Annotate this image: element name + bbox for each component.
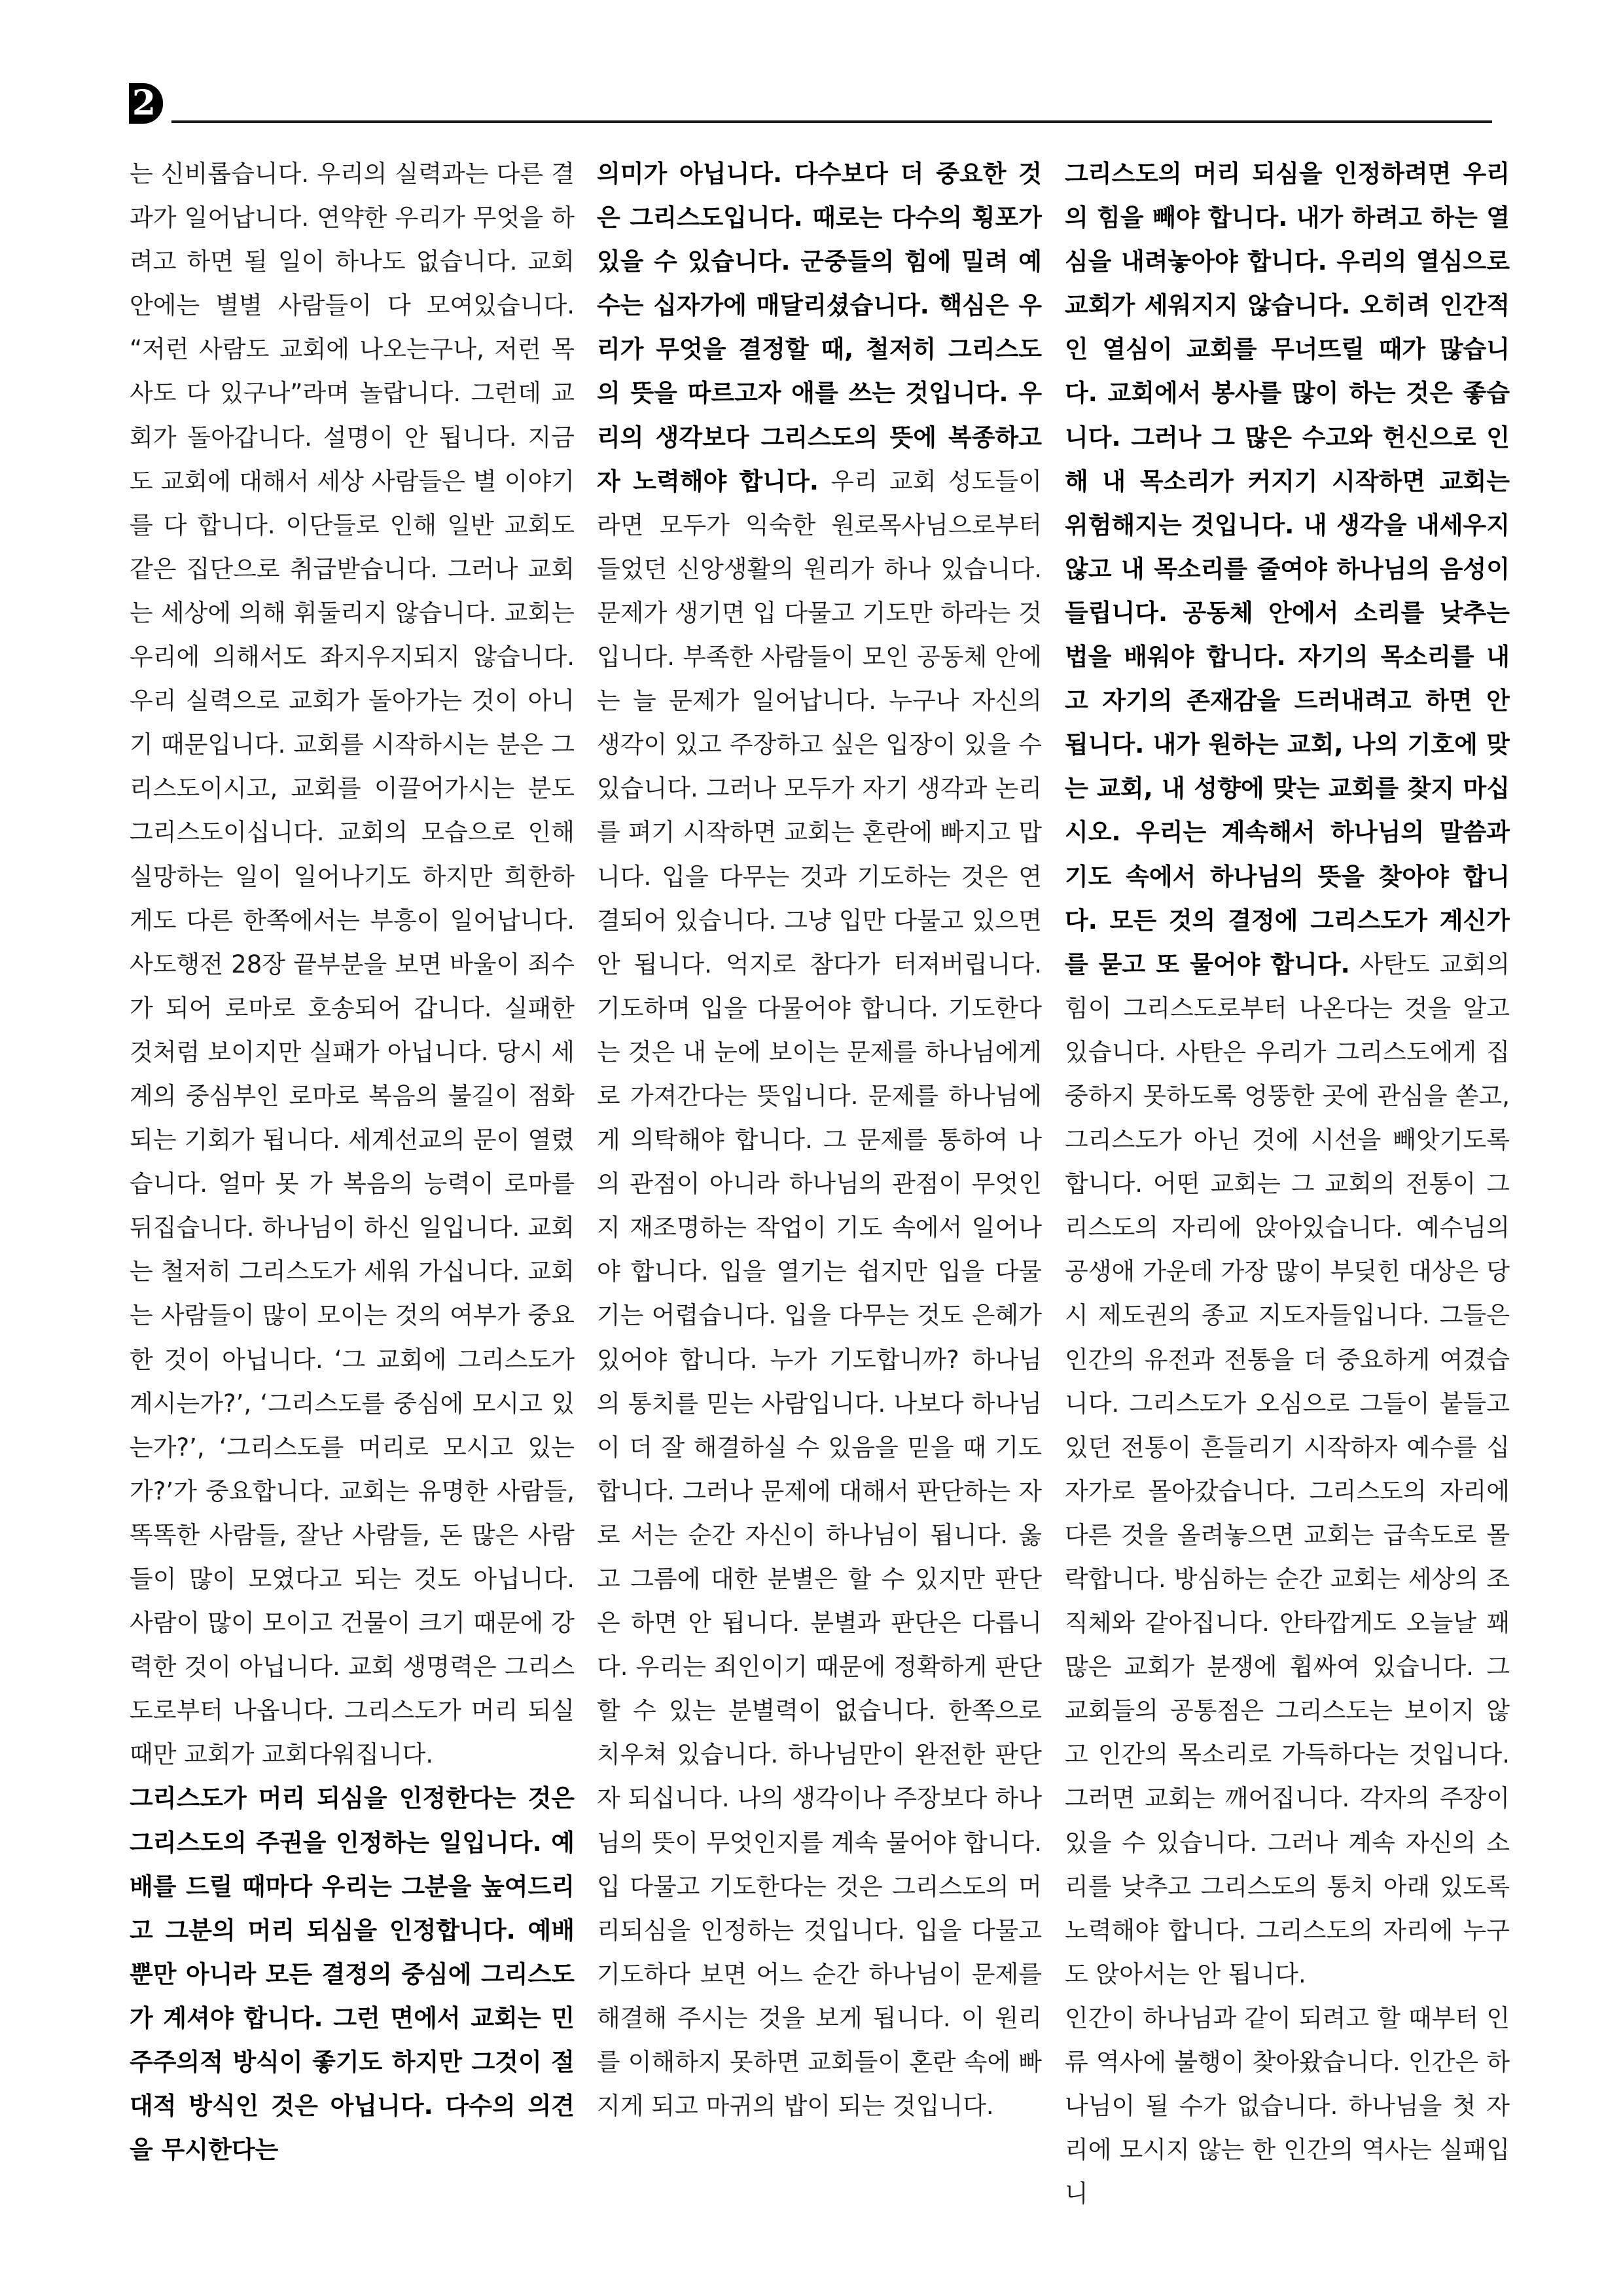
body-text: 우리 교회 성도들이라면 모두가 익숙한 원로목사님으로부터 들었던 신앙생활의 원리가 하나 있습니다. 문제가 생기면 입 다물고 기도만 하라는 것입니다. 부족한 사람들이 모인 공동체 안에는 늘 문제가 일어납니다. 누구나 자신의 생각이 있고 주장하고 싶은 입장이 있을 수 있습니다. 그러나 모두가 자기 생각과 논리를 펴기 시작하면 교회는 혼란에 빠지고 맙니다. 입을 다무는 것과 기도하는 것은 연결되어 있습니다. 그냥 입만 다물고 있으면 안 됩니다. 억지로 참다가 터져버립니다. 기도하며 입을 다물어야 합니다. 기도한다는 것은 내 눈에 보이는 문제를 하나님에게로 가져간다는 뜻입니다. 문제를 하나님에게 의탁해야 합니다. 그 문제를 통하여 나의 관점이 아니라 하나님의 관점이 무엇인지 재조명하는 작업이 기도 속에서 일어나야 합니다. 입을 열기는 쉽지만 입을 다물기는 어렵습니다. 입을 다무는 것도 은혜가 있어야 합니다. 누가 기도합니까? 하나님의 통치를 믿는 사람입니다. 나보다 하나님이 더 잘 해결하실 수 있음을 믿을 때 기도합니다. 그러나 문제에 대해서 판단하는 자로 서는 순간 자신이 하나님이 됩니다. 옳고 그름에 대한 분별은 할 수 있지만 판단은 하면 안 됩니다. 분별과 판단은 다릅니다. 우리는 죄인이기 때문에 정확하게 판단할 수 있는 분별력이 없습니다. 한쪽으로 치우쳐 있습니다. 하나님만이 완전한 판단자 되십니다. 나의 생각이나 주장보다 하나님의 뜻이 무엇인지를 계속 물어야 합니다. 입 다물고 기도한다는 것은 그리스도의 머리되심을 인정하는 것입니다. 입을 다물고 기도하다 보면 어느 순간 하나님이 문제를 해결해 주시는 것을 보게 됩니다. 이 원리를 이해하지 못하면 교회들이 혼란 속에 빠지게 되고 마귀의 밥이 되는 것입니다. bbox=[597, 467, 1042, 2121]
text-column-3 bbox=[1065, 152, 1510, 2220]
paragraph bbox=[1065, 1996, 1510, 2215]
bold-text: 그리스도가 머리 되심을 인정한다는 것은 그리스도의 주권을 인정하는 일입니다. 예배를 드릴 때마다 우리는 그분을 높여드리고 그분의 머리 되심을 인정합니다. 예배뿐만 아니라 모든 결정의 중심에 그리스도가 계셔야 합니다. 그런 면에서 교회는 민주주의적 방식이 좋기도 하지만 그것이 절대적 방식인 것은 아닙니다. 다수의 의견을 무시한다는 bbox=[130, 1784, 575, 2164]
page-number: 2 bbox=[129, 83, 163, 124]
text-column-2 bbox=[597, 152, 1042, 2220]
paragraph bbox=[1065, 152, 1510, 1996]
bold-text: 의미가 아닙니다. 다수보다 더 중요한 것은 그리스도입니다. 때로는 다수의 횡포가 있을 수 있습니다. 군중들의 힘에 밀려 예수는 십자가에 매달리셨습니다. 핵심은 우리가 무엇을 결정할 때, 철저히 그리스도의 뜻을 따르고자 애를 쓰는 것입니다. 우리의 생각보다 그리스도의 뜻에 복종하고자 노력해야 합니다. bbox=[597, 160, 1042, 495]
body-text: 사탄도 교회의 힘이 그리스도로부터 나온다는 것을 알고 있습니다. 사탄은 우리가 그리스도에게 집중하지 못하도록 엉뚱한 곳에 관심을 쏟고, 그리스도가 아닌 것에 시선을 빼앗기도록 합니다. 어떤 교회는 그 교회의 전통이 그리스도의 자리에 앉아있습니다. 예수님의 공생애 가운데 가장 많이 부딪힌 대상은 당시 제도권의 종교 지도자들입니다. 그들은 인간의 유전과 전통을 더 중요하게 여겼습니다. 그리스도가 오심으로 그들이 붙들고 있던 전통이 흔들리기 시작하자 예수를 십자가로 몰아갔습니다. 그리스도의 자리에 다른 것을 올려놓으면 교회는 급속도로 몰락합니다. 방심하는 순간 교회는 세상의 조직체와 같아집니다. 안타깝게도 오늘날 꽤 많은 교회가 분쟁에 휩싸여 있습니다. 그 교회들의 공통점은 그리스도는 보이지 않고 인간의 목소리로 가득하다는 것입니다. 그러면 교회는 깨어집니다. 각자의 주장이 있을 수 있습니다. 그러나 계속 자신의 소리를 낮추고 그리스도의 통치 아래 있도록 노력해야 합니다. 그리스도의 자리에 누구도 앉아서는 안 됩니다. bbox=[1065, 950, 1510, 1988]
body-text: 인간이 하나님과 같이 되려고 할 때부터 인류 역사에 불행이 찾아왔습니다. 인간은 하나님이 될 수가 없습니다. 하나님을 첫 자리에 모시지 않는 한 인간의 역사는 실패입니 bbox=[1065, 2003, 1510, 2208]
header-rule bbox=[171, 120, 1492, 123]
paragraph bbox=[130, 152, 575, 1776]
body-text: 는 신비롭습니다. 우리의 실력과는 다른 결과가 일어납니다. 연약한 우리가 무엇을 하려고 하면 될 일이 하나도 없습니다. 교회 안에는 별별 사람들이 다 모여있습니다. “저런 사람도 교회에 나오는구나, 저런 목사도 다 있구나”라며 놀랍니다. 그런데 교회가 돌아갑니다. 설명이 안 됩니다. 지금도 교회에 대해서 세상 사람들은 별 이야기를 다 합니다. 이단들로 인해 일반 교회도 같은 집단으로 취급받습니다. 그러나 교회는 세상에 의해 휘둘리지 않습니다. 교회는 우리에 의해서도 좌지우지되지 않습니다. 우리 실력으로 교회가 돌아가는 것이 아니기 때문입니다. 교회를 시작하시는 분은 그리스도이시고, 교회를 이끌어가시는 분도 그리스도이십니다. 교회의 모습으로 인해 실망하는 일이 일어나기도 하지만 희한하게도 다른 한쪽에서는 부흥이 일어납니다. 사도행전 28장 끝부분을 보면 바울이 죄수가 되어 로마로 호송되어 갑니다. 실패한 것처럼 보이지만 실패가 아닙니다. 당시 세계의 중심부인 로마로 복음의 불길이 점화되는 기회가 됩니다. 세계선교의 문이 열렸습니다. 얼마 못 가 복음의 능력이 로마를 뒤집습니다. 하나님이 하신 일입니다. 교회는 철저히 그리스도가 세워 가십니다. 교회는 사람들이 많이 모이는 것의 여부가 중요한 것이 아닙니다. ‘그 교회에 그리스도가 계시는가?’, ‘그리스도를 중심에 모시고 있는가?’, ‘그리스도를 머리로 모시고 있는가?’가 중요합니다. 교회는 유명한 사람들, 똑똑한 사람들, 잘난 사람들, 돈 많은 사람들이 많이 모였다고 되는 것도 아닙니다. 사람이 많이 모이고 건물이 크기 때문에 강력한 것이 아닙니다. 교회 생명력은 그리스도로부터 나옵니다. 그리스도가 머리 되실 때만 교회가 교회다워집니다. bbox=[130, 160, 575, 1769]
paragraph bbox=[597, 152, 1042, 2128]
bold-text: 그리스도의 머리 되심을 인정하려면 우리의 힘을 빼야 합니다. 내가 하려고 하는 열심을 내려놓아야 합니다. 우리의 열심으로 교회가 세워지지 않습니다. 오히려 인간적인 열심이 교회를 무너뜨릴 때가 많습니다. 교회에서 봉사를 많이 하는 것은 좋습니다. 그러나 그 많은 수고와 헌신으로 인해 내 목소리가 커지기 시작하면 교회는 위험해지는 것입니다. 내 생각을 내세우지 않고 내 목소리를 줄여야 하나님의 음성이 들립니다. 공동체 안에서 소리를 낮추는 법을 배워야 합니다. 자기의 목소리를 내고 자기의 존재감을 드러내려고 하면 안 됩니다. 내가 원하는 교회, 나의 기호에 맞는 교회, 내 성향에 맞는 교회를 찾지 마십시오. 우리는 계속해서 하나님의 말씀과 기도 속에서 하나님의 뜻을 찾아야 합니다. 모든 것의 결정에 그리스도가 계신가를 묻고 또 물어야 합니다. bbox=[1065, 160, 1510, 978]
text-column-1 bbox=[130, 152, 575, 2220]
paragraph bbox=[130, 1776, 575, 2172]
